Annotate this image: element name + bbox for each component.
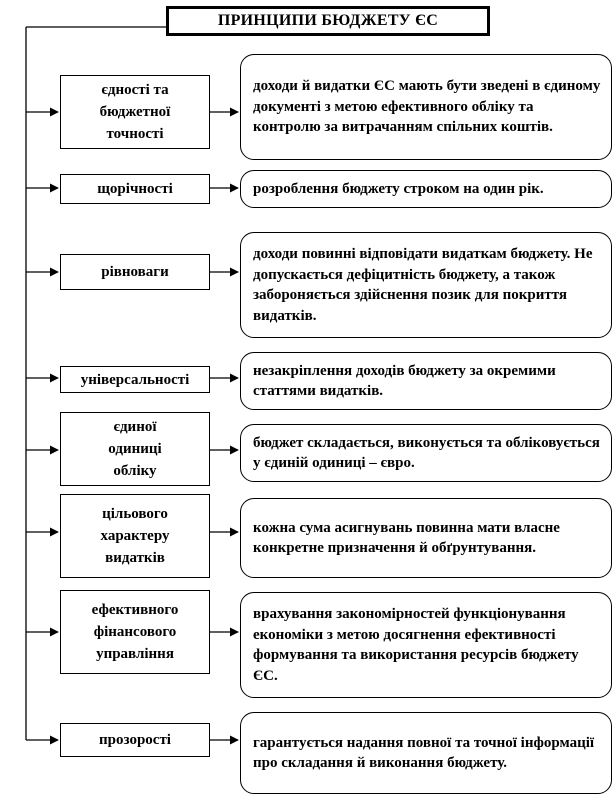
principle-label: цільового характеру видатків: [100, 506, 170, 566]
description-box-transparency: [240, 712, 612, 794]
description-text: врахування закономірностей функціонування економіки з метою досягнення ефективності формування та використання ресурсів бюджету ЄС.: [253, 606, 579, 684]
description-text: розроблення бюджету строком на один рік.: [253, 180, 544, 197]
principle-box-balance: [60, 254, 210, 290]
description-box-specification: [240, 498, 612, 578]
principle-label: рівноваги: [101, 264, 169, 280]
diagram-title: [166, 6, 490, 36]
description-box-universality: [240, 352, 612, 410]
principle-box-unit-of-account: [60, 412, 210, 486]
principle-label: прозорості: [99, 732, 171, 748]
principle-box-transparency: [60, 723, 210, 757]
description-text: гарантується надання повної та точної інформації про складання й виконання бюджету.: [253, 734, 595, 771]
principle-label: універсальності: [80, 371, 190, 388]
description-text: незакріплення доходів бюджету за окремими статтями видатків.: [253, 362, 556, 399]
principle-box-sound-financial-management: [60, 590, 210, 674]
description-text: доходи й видатки ЄС мають бути зведені в єдиному документі з метою ефективного обліку та контролю за витрачанням спільних коштів.: [253, 78, 601, 136]
description-box-annuality: [240, 170, 612, 208]
principle-box-annuality: [60, 174, 210, 204]
diagram-title-text: ПРИНЦИПИ БЮДЖЕТУ ЄС: [217, 12, 439, 29]
description-text: бюджет складається, виконується та обліковується у єдиній одиниці – євро.: [253, 434, 600, 471]
principle-box-specification: [60, 494, 210, 578]
principle-label: єдиної одиниці обліку: [108, 419, 162, 479]
principle-label: щорічності: [97, 181, 173, 197]
principle-box-unity: [60, 75, 210, 149]
description-box-unity: [240, 54, 612, 160]
description-text: кожна сума асигнувань повинна мати власне конкретне призначення й обґрунтування.: [253, 519, 560, 556]
principle-box-universality: [60, 366, 210, 393]
description-text: доходи повинні відповідати видаткам бюджету. Не допускається дефіцитність бюджету, а також забороняється здійснення позик для покриття видатків.: [253, 246, 593, 324]
description-box-balance: [240, 232, 612, 338]
description-box-unit-of-account: [240, 424, 612, 482]
principle-label: єдності та бюджетної точності: [99, 82, 171, 142]
description-box-sound-financial-management: [240, 592, 612, 698]
principle-label: ефективного фінансового управління: [91, 602, 179, 662]
